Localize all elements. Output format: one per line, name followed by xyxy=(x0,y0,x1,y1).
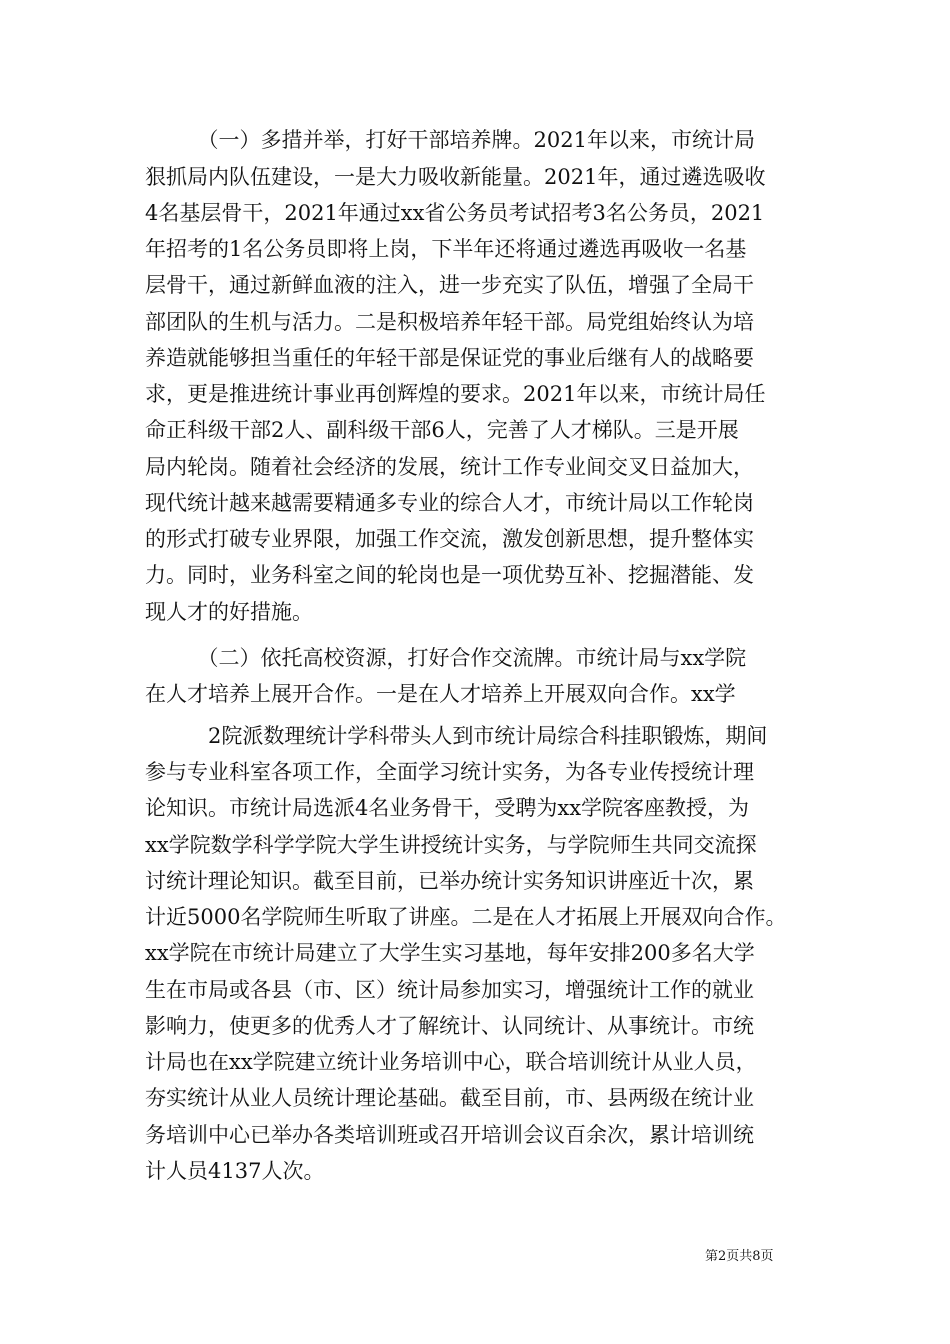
text-line: 2院派数理统计学科带头人到市统计局综合科挂职锻炼，期间 xyxy=(145,724,768,748)
text-line: 命正科级干部2人、副科级干部6人，完善了人才梯队。三是开展 xyxy=(145,418,739,442)
text-line: xx学院在市统计局建立了大学生实习基地，每年安排200多名大学 xyxy=(145,941,755,965)
text-line: 力。同时，业务科室之间的轮岗也是一项优势互补、挖掘潜能、发 xyxy=(145,563,754,587)
text-line: 年招考的1名公务员即将上岗，下半年还将通过遴选再吸收一名基 xyxy=(145,237,747,261)
text-line: 部团队的生机与活力。二是积极培养年轻干部。局党组始终认为培 xyxy=(145,310,754,334)
page-number-footer: 第2页共8页 xyxy=(705,1249,774,1264)
text-line: 养造就能够担当重任的年轻干部是保证党的事业后继有人的战略要 xyxy=(145,346,754,370)
text-line: 计局也在xx学院建立统计业务培训中心，联合培训统计从业人员， xyxy=(145,1050,757,1074)
text-line: 局内轮岗。随着社会经济的发展，统计工作专业间交叉日益加大， xyxy=(145,455,754,479)
text-line: 求，更是推进统计事业再创辉煌的要求。2021年以来，市统计局任 xyxy=(145,382,766,406)
text-line: 层骨干，通过新鲜血液的注入，进一步充实了队伍，增强了全局干 xyxy=(145,273,754,297)
text-line: 现代统计越来越需要精通多专业的综合人才，市统计局以工作轮岗 xyxy=(145,491,754,515)
text-line: 生在市局或各县（市、区）统计局参加实习，增强统计工作的就业 xyxy=(145,978,754,1002)
text-line: 狠抓局内队伍建设，一是大力吸收新能量。2021年，通过遴选吸收 xyxy=(145,165,766,189)
text-line: 务培训中心已举办各类培训班或召开培训会议百余次，累计培训统 xyxy=(145,1123,754,1147)
text-line: 参与专业科室各项工作，全面学习统计实务，为各专业传授统计理 xyxy=(145,760,754,784)
text-line: 计近5000名学院师生听取了讲座。二是在人才拓展上开展双向合作。 xyxy=(145,905,787,929)
text-line: 现人才的好措施。 xyxy=(145,600,313,624)
text-line: xx学院数学科学学院大学生讲授统计实务，与学院师生共同交流探 xyxy=(145,833,757,857)
text-line: 论知识。市统计局选派4名业务骨干，受聘为xx学院客座教授，为 xyxy=(145,796,750,820)
text-line: 4名基层骨干，2021年通过xx省公务员考试招考3名公务员，2021 xyxy=(145,201,765,225)
text-line: 计人员4137人次。 xyxy=(145,1159,325,1183)
text-line: 夯实统计从业人员统计理论基础。截至目前，市、县两级在统计业 xyxy=(145,1086,754,1110)
text-line: 讨统计理论知识。截至目前，已举办统计实务知识讲座近十次，累 xyxy=(145,869,754,893)
text-line: （二）依托高校资源，打好合作交流牌。市统计局与xx学院 xyxy=(145,646,747,670)
text-line: （一）多措并举，打好干部培养牌。2021年以来，市统计局 xyxy=(145,128,755,152)
text-line: 影响力，使更多的优秀人才了解统计、认同统计、从事统计。市统 xyxy=(145,1014,754,1038)
text-line: 的形式打破专业界限，加强工作交流，激发创新思想，提升整体实 xyxy=(145,527,754,551)
text-line: 在人才培养上展开合作。一是在人才培养上开展双向合作。xx学 xyxy=(145,682,736,706)
